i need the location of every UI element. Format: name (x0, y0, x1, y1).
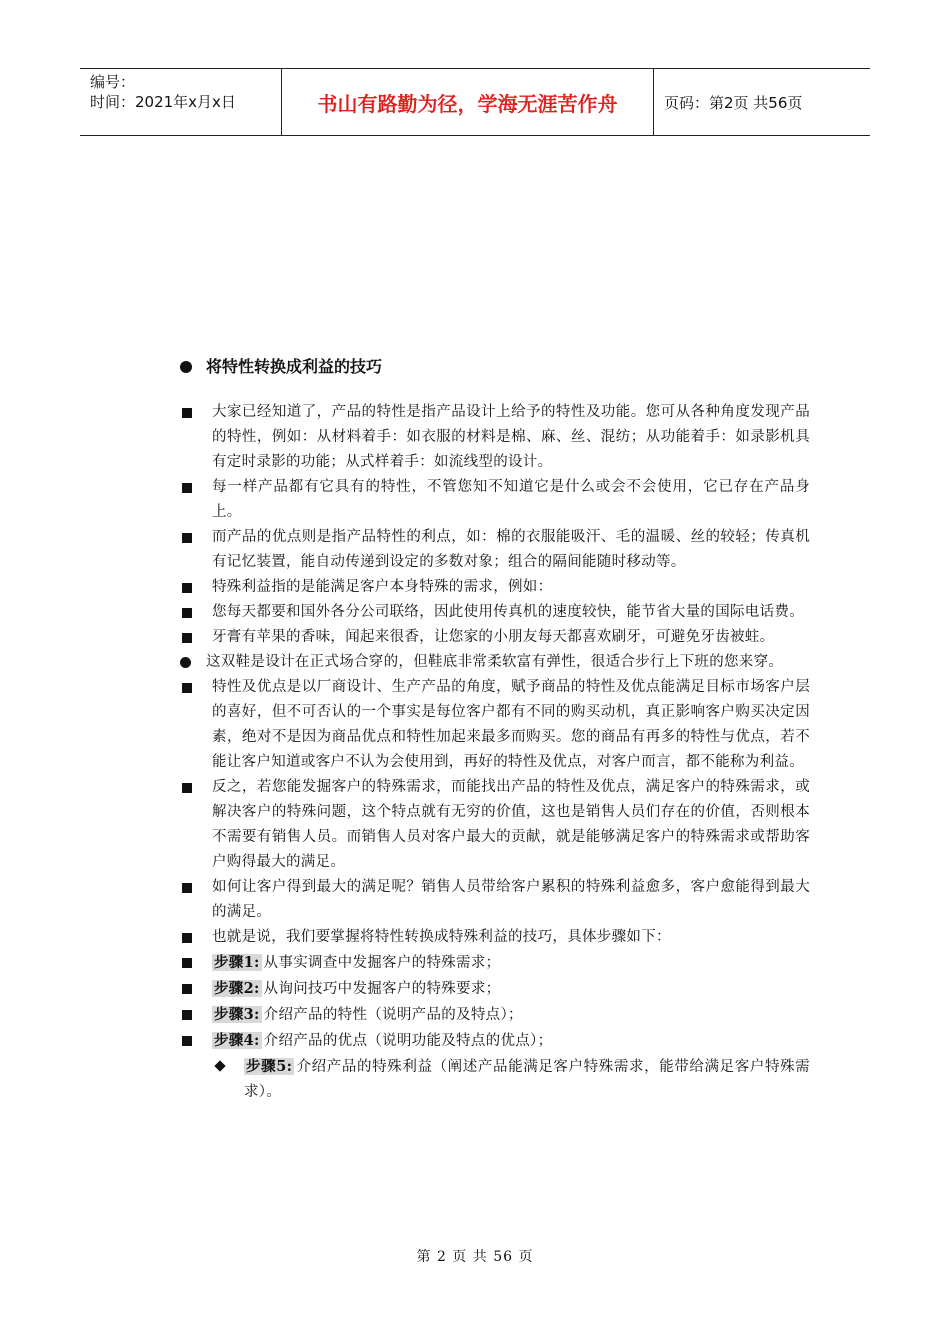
bullet-square-icon (180, 976, 212, 1002)
header-left-cell (80, 69, 282, 135)
list-item-text: 也就是说，我们要掌握将特性转换成特殊利益的技巧，具体步骤如下： (212, 929, 671, 945)
step-text: 介绍产品的特性（说明产品的及特点）； (263, 1007, 523, 1023)
bullet-square-icon (180, 675, 212, 775)
step-item (180, 1002, 810, 1028)
list-item (180, 600, 810, 625)
list-item (180, 475, 810, 525)
items-list (180, 400, 810, 950)
header-table (80, 68, 870, 136)
bullet-square-icon (180, 875, 212, 925)
bullet-square-icon (180, 950, 212, 976)
step-label: 步骤1: (214, 954, 260, 971)
step-item (180, 1028, 810, 1054)
bullet-square-icon (180, 775, 212, 875)
bullet-square-icon (180, 600, 212, 625)
page-footer: 第 2 页 共 56 页 (416, 1249, 534, 1265)
number-label: 编号： (90, 73, 136, 91)
bullet-square-icon (180, 525, 212, 575)
section-title-text: 将特性转换成利益的技巧 (206, 357, 383, 376)
step-text: 从事实调查中发掘客户的特殊需求； (263, 955, 501, 971)
section-title (180, 355, 382, 379)
step-label: 步骤4: (214, 1032, 260, 1049)
step-item (180, 950, 810, 976)
list-item-text: 大家已经知道了，产品的特性是指产品设计上给予的特性及功能。您可从各种角度发现产品的特性，例如：从材料着手：如衣服的材料是棉、麻、丝、混纺；从功能着手：如录影机具有定时录影的功能；从式样着手：如流线型的设计。 (212, 404, 810, 470)
step-item (180, 976, 810, 1002)
bullet-square-icon (180, 475, 212, 525)
list-item-text: 反之，若您能发掘客户的特殊需求，而能找出产品的特性及优点，满足客户的特殊需求，或解决客户的特殊问题，这个特点就有无穷的价值，这也是销售人员们存在的价值，否则根本不需要有销售人员。而销售人员对客户最大的贡献，就是能够满足客户的特殊需求或帮助客户购得最大的满足。 (212, 779, 810, 870)
bullet-square-icon (180, 625, 212, 650)
step-text: 介绍产品的优点（说明功能及特点的优点）； (263, 1033, 553, 1049)
sub-step-text: 介绍产品的特殊利益（阐述产品能满足客户特殊需求，能带给满足客户特殊需求）。 (244, 1059, 810, 1100)
list-item (180, 525, 810, 575)
date-label: 时间：2021年x月x日 (90, 93, 236, 111)
list-item (180, 650, 810, 675)
bullet-circle-icon (180, 650, 206, 675)
list-item-text: 如何让客户得到最大的满足呢？销售人员带给客户累积的特殊利益愈多，客户愈能得到最大的满足。 (212, 879, 810, 920)
list-item-text: 这双鞋是设计在正式场合穿的，但鞋底非常柔软富有弹性，很适合步行上下班的您来穿。 (206, 654, 784, 670)
diamond-bullet-icon (212, 1054, 244, 1105)
bullet-square-icon (180, 575, 212, 600)
list-item (180, 875, 810, 925)
steps-list (180, 950, 810, 1054)
list-item (180, 675, 810, 775)
list-item (180, 575, 810, 600)
step-text: 从询问技巧中发掘客户的特殊要求； (263, 981, 501, 997)
step-label: 步骤2: (214, 980, 260, 997)
list-item-text: 而产品的优点则是指产品特性的利点，如：棉的衣服能吸汗、毛的温暖、丝的较轻；传真机有记忆装置，能自动传递到设定的多数对象；组合的隔间能随时移动等。 (212, 529, 810, 570)
step-label: 步骤3: (214, 1006, 260, 1023)
list-item-text: 您每天都要和国外各分公司联络，因此使用传真机的速度较快，能节省大量的国际电话费。 (212, 604, 804, 620)
list-item-text: 特殊利益指的是能满足客户本身特殊的需求，例如： (212, 579, 553, 595)
bullet-square-icon (180, 1028, 212, 1054)
content-body (180, 400, 810, 1105)
bullet-square-icon (180, 400, 212, 475)
list-item (180, 775, 810, 875)
list-item-text: 每一样产品都有它具有的特性，不管您知不知道它是什么或会不会使用，它已存在产品身上。 (212, 479, 810, 520)
bullet-circle-icon (180, 361, 192, 373)
list-item-text: 特性及优点是以厂商设计、生产产品的角度，赋予商品的特性及优点能满足目标市场客户层的喜好，但不可否认的一个事实是每位客户都有不同的购买动机，真正影响客户购买决定因素，绝对不是因为商品优点和特性加起来最多而购买。您的商品有再多的特性与优点，若不能让客户知道或客户不认为会使用到，再好的特性及优点，对客户而言，都不能称为利益。 (212, 679, 810, 770)
bullet-square-icon (180, 1002, 212, 1028)
list-item (180, 400, 810, 475)
list-item (180, 925, 810, 950)
sub-step-label: 步骤5: (246, 1058, 293, 1075)
header-page-label: 页码：第2页 共56页 (664, 93, 803, 112)
list-item (180, 625, 810, 650)
header-motto: 书山有路勤为径，学海无涯苦作舟 (282, 69, 654, 135)
bullet-square-icon (180, 925, 212, 950)
sub-step-item (212, 1054, 810, 1105)
list-item-text: 牙膏有苹果的香味，闻起来很香，让您家的小朋友每天都喜欢刷牙，可避免牙齿被蛀。 (212, 629, 775, 645)
